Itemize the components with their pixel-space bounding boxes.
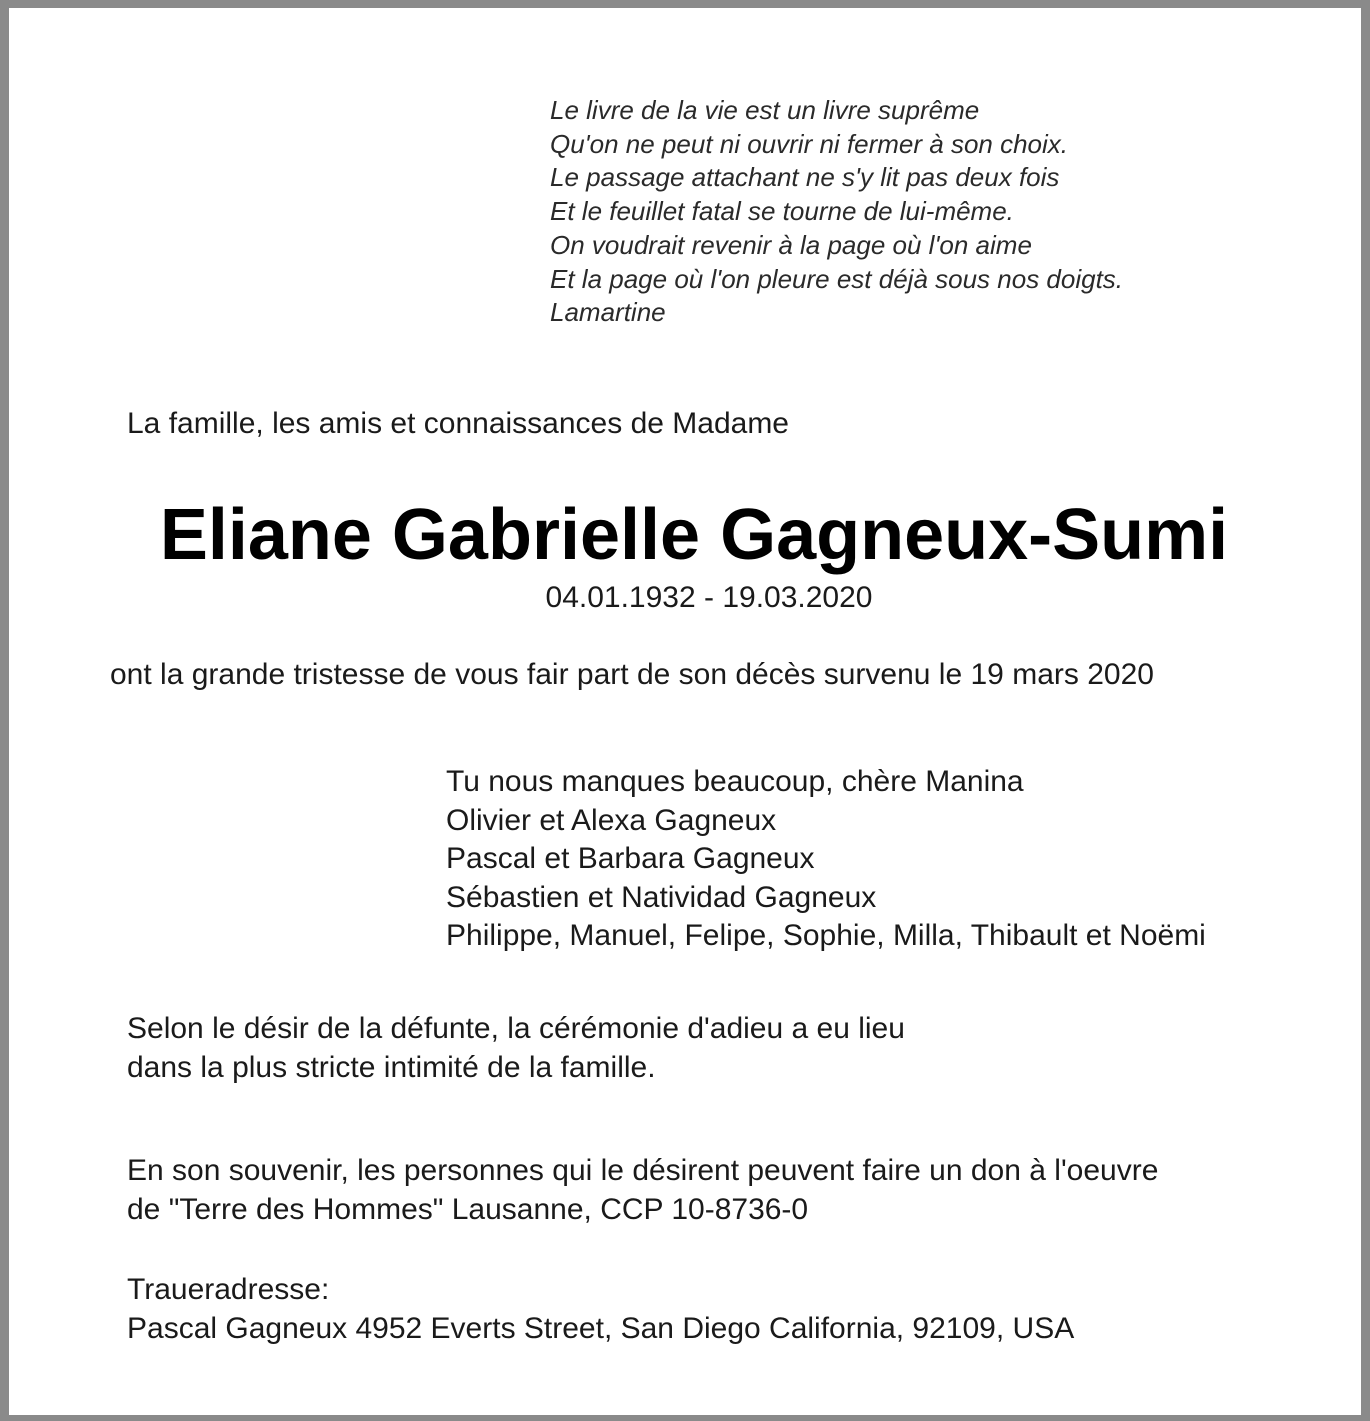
ceremony-line: Selon le désir de la défunte, la cérémonie d'adieu a eu lieu (127, 1012, 905, 1045)
poem-line: Et le feuillet fatal se tourne de lui-même. (550, 196, 1014, 227)
announcement-text: ont la grande tristesse de vous fair part de son décès survenu le 19 mars 2020 (110, 658, 1154, 691)
mourning-address (127, 1271, 1074, 1348)
mourner-line: Sébastien et Natividad Gagneux (446, 880, 877, 914)
mourner-line: Tu nous manques beaucoup, chère Manina (446, 765, 1024, 798)
intro-text: La famille, les amis et connaissances de Madame (127, 407, 789, 440)
mourner-line: Philippe, Manuel, Felipe, Sophie, Milla, Thibault et Noëmi (446, 919, 1206, 953)
donation-line: En son souvenir, les personnes qui le désirent peuvent faire un don à l'oeuvre (127, 1154, 1159, 1187)
life-dates: 04.01.1932 - 19.03.2020 (545, 581, 873, 614)
donation-notice (127, 1152, 1158, 1229)
donation-line: de "Terre des Hommes" Lausanne, CCP 10-8736-0 (127, 1192, 809, 1226)
poem-line: Et la page où l'on pleure est déjà sous nos doigts. (550, 263, 1124, 294)
mourner-line: Olivier et Alexa Gagneux (446, 803, 777, 837)
address-label: Traueradresse: (127, 1273, 330, 1306)
poem-block (550, 94, 1123, 330)
deceased-name: Eliane Gabrielle Gagneux-Sumi (159, 495, 1229, 575)
poem-line: Le passage attachant ne s'y lit pas deux fois (550, 162, 1060, 193)
mourners-list (446, 763, 1206, 956)
mourner-line: Pascal et Barbara Gagneux (446, 842, 815, 876)
address-value: Pascal Gagneux 4952 Everts Street, San Diego California, 92109, USA (127, 1311, 1075, 1345)
ceremony-notice (127, 1010, 905, 1087)
ceremony-line: dans la plus stricte intimité de la famille. (127, 1050, 656, 1084)
poem-line: Qu'on ne peut ni ouvrir ni fermer à son choix. (550, 128, 1069, 159)
poem-line: Le livre de la vie est un livre suprême (550, 95, 980, 125)
poem-author: Lamartine (550, 297, 666, 328)
poem-line: On voudrait revenir à la page où l'on aime (550, 229, 1032, 260)
